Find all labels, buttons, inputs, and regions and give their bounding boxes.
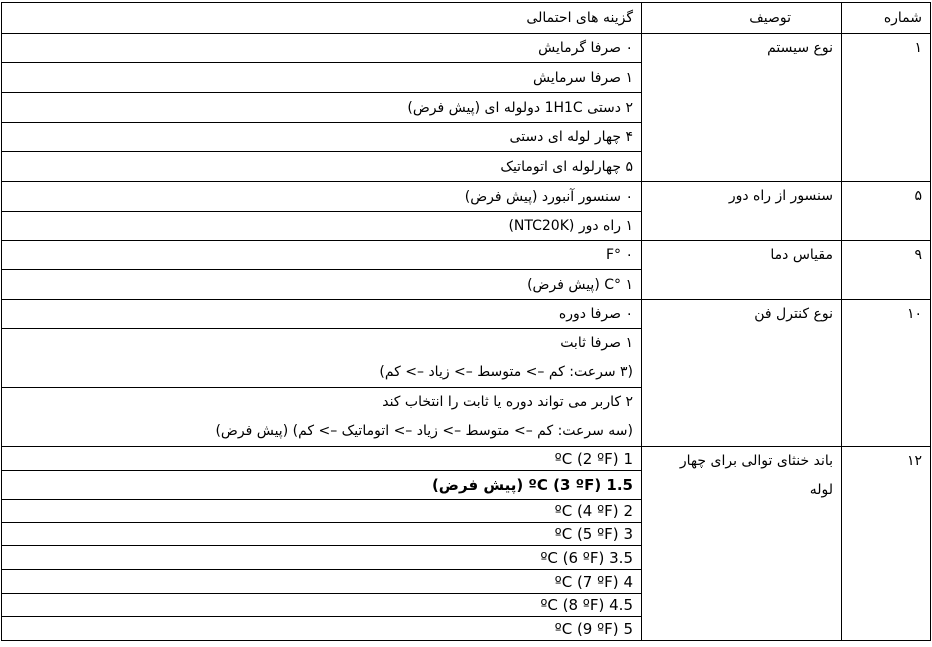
- row-number: ۱۰: [842, 300, 931, 447]
- option-line: (۳ سرعت: کم –> متوسط –> زیاد –> کم): [379, 364, 633, 380]
- row-number: ۹: [842, 241, 931, 300]
- option-line: (سه سرعت: کم –> متوسط –> زیاد –> اتوماتیک –> کم) (پیش فرض): [215, 423, 633, 439]
- option-line: ۲ کاربر می تواند دوره یا ثابت را انتخاب کند: [382, 394, 633, 410]
- option-cell: ۱ صرفا سرمایش: [2, 63, 642, 93]
- header-number: شماره: [842, 3, 931, 34]
- row-description: نوع کنترل فن: [642, 300, 842, 447]
- row-number: ۱۲: [842, 447, 931, 641]
- option-cell: 1 ºC (2 ºF): [2, 447, 642, 471]
- option-cell: ۰ صرفا دوره: [2, 300, 642, 329]
- option-cell: 3.5 ºC (6 ºF): [2, 546, 642, 570]
- option-cell: ۴ چهار لوله ای دستی: [2, 123, 642, 152]
- parameter-table: [1, 2, 931, 641]
- option-cell: ۰ صرفا گرمایش: [2, 34, 642, 63]
- row-description: باند خنثای توالی برای چهار لوله: [642, 447, 842, 641]
- table-row: [2, 241, 931, 270]
- table-row: [2, 447, 931, 471]
- row-number: ۱: [842, 34, 931, 182]
- table-header-row: [2, 3, 931, 34]
- row-description: سنسور از راه دور: [642, 182, 842, 241]
- option-cell: [2, 388, 642, 447]
- option-cell: [2, 329, 642, 388]
- option-cell: 5 ºC (9 ºF): [2, 617, 642, 641]
- row-description: مقیاس دما: [642, 241, 842, 300]
- row-number: ۵: [842, 182, 931, 241]
- header-options: گزینه های احتمالی: [2, 3, 642, 34]
- option-cell: ۱ راه دور (NTC20K): [2, 212, 642, 241]
- row-description: نوع سیستم: [642, 34, 842, 182]
- option-cell: ۲ دستی 1H1C دولوله ای (پیش فرض): [2, 93, 642, 123]
- option-cell: ۱ °C (پیش فرض): [2, 270, 642, 300]
- option-cell-default: 1.5 ºC (3 ºF) (پیش فرض): [2, 471, 642, 500]
- option-cell: ۰ °F: [2, 241, 642, 270]
- table-row: [2, 300, 931, 329]
- option-cell: 3 ºC (5 ºF): [2, 523, 642, 546]
- header-description: توصیف: [642, 3, 842, 34]
- option-line: ۱ صرفا ثابت: [560, 335, 633, 351]
- table-row: [2, 34, 931, 63]
- option-cell: 4.5 ºC (8 ºF): [2, 594, 642, 617]
- option-cell: 4 ºC (7 ºF): [2, 570, 642, 594]
- table-row: [2, 182, 931, 212]
- option-cell: ۵ چهارلوله ای اتوماتیک: [2, 152, 642, 182]
- option-cell: ۰ سنسور آنبورد (پیش فرض): [2, 182, 642, 212]
- option-cell: 2 ºC (4 ºF): [2, 500, 642, 523]
